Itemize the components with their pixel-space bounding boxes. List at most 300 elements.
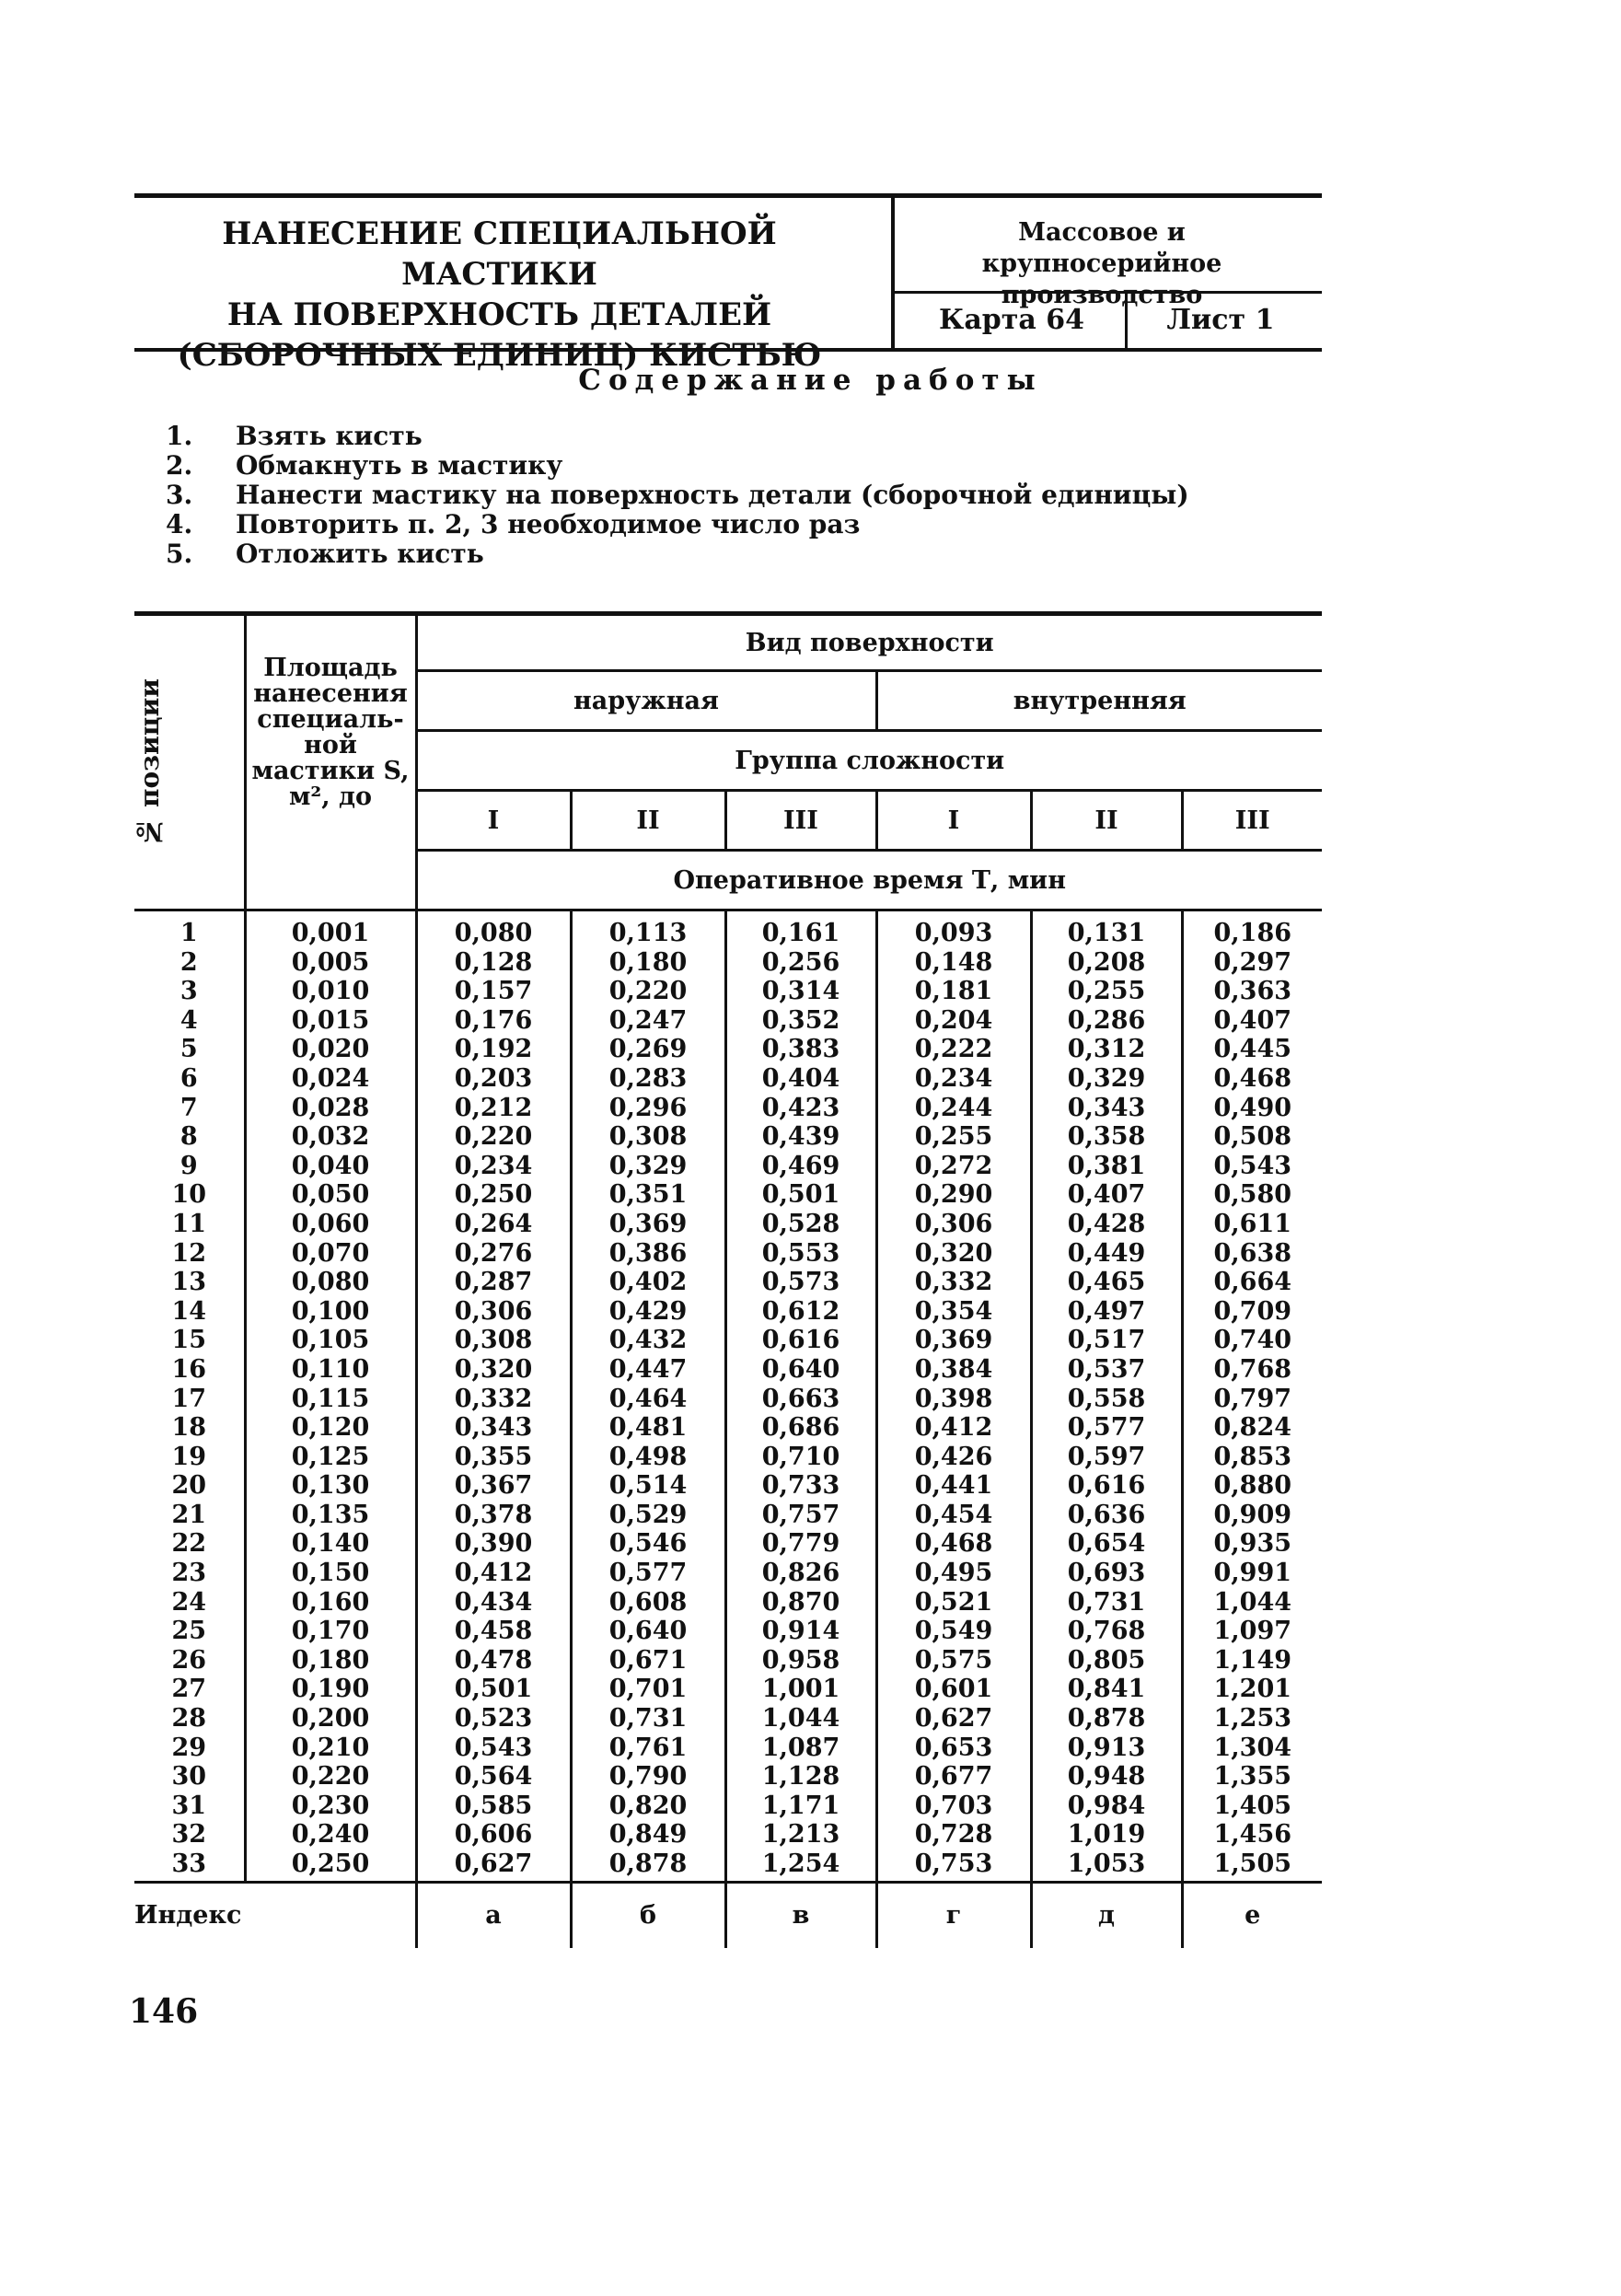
table-cell-value: 0,664 bbox=[1213, 1268, 1292, 1297]
table-cell-value: 0,234 bbox=[454, 1151, 533, 1180]
table-cell-value: 0,501 bbox=[454, 1675, 533, 1704]
table-cell-value: 0,585 bbox=[454, 1791, 533, 1820]
index-cell: а bbox=[416, 1882, 571, 1948]
table-cell-value: 1,171 bbox=[761, 1791, 840, 1820]
table-cell-value: 0,384 bbox=[914, 1354, 993, 1384]
table-cell-value: 0,170 bbox=[291, 1617, 370, 1646]
table-cell-value: 0,412 bbox=[454, 1559, 533, 1588]
table-cell-value: 0,445 bbox=[1213, 1035, 1292, 1064]
table-cell-value: 0,105 bbox=[291, 1326, 370, 1355]
data-body-row bbox=[134, 910, 1322, 1883]
positions-column bbox=[134, 910, 245, 1883]
table-cell-value: 0,015 bbox=[291, 1005, 370, 1035]
table-cell-value: 25 bbox=[171, 1617, 207, 1646]
table-cell-value: 0,367 bbox=[454, 1471, 533, 1501]
table-cell-value: 1,044 bbox=[1213, 1587, 1292, 1617]
table-cell-value: 0,157 bbox=[454, 977, 533, 1006]
table-cell-value: 0,383 bbox=[761, 1035, 840, 1064]
table-cell-value: 0,203 bbox=[454, 1063, 533, 1093]
table-cell-value: 0,432 bbox=[608, 1326, 688, 1355]
table-cell-value: 0,407 bbox=[1067, 1180, 1146, 1210]
step-number: 1. bbox=[166, 421, 193, 451]
table-cell-value: 0,447 bbox=[608, 1354, 688, 1384]
work-step bbox=[166, 481, 1189, 510]
table-cell-value: 20 bbox=[171, 1471, 207, 1501]
table-cell-value: 0,426 bbox=[914, 1442, 993, 1471]
table-cell-value: 1,053 bbox=[1067, 1850, 1146, 1878]
table-cell-value: 0,369 bbox=[914, 1326, 993, 1355]
table-cell-value: 0,329 bbox=[1067, 1063, 1146, 1093]
table-cell-value: 0,290 bbox=[914, 1180, 993, 1210]
table-cell-value: 0,731 bbox=[1067, 1587, 1146, 1617]
index-cell: е bbox=[1182, 1882, 1322, 1948]
step-number: 4. bbox=[166, 509, 193, 539]
table-cell-value: 0,913 bbox=[1067, 1733, 1146, 1762]
table-cell-value: 17 bbox=[171, 1384, 207, 1413]
table-cell-value: 0,849 bbox=[608, 1820, 688, 1850]
table-cell-value: 0,381 bbox=[1067, 1151, 1146, 1180]
table-cell-value: 0,597 bbox=[1067, 1442, 1146, 1471]
table-cell-value: 0,703 bbox=[914, 1791, 993, 1820]
table-cell-value: 0,870 bbox=[761, 1587, 840, 1617]
table-cell-value: 0,028 bbox=[291, 1093, 370, 1122]
table-cell-value: 0,601 bbox=[914, 1675, 993, 1704]
table-cell-value: 0,498 bbox=[608, 1442, 688, 1471]
table-cell-value: 15 bbox=[171, 1326, 207, 1355]
production-line-2: производство bbox=[1001, 281, 1203, 309]
table-cell-value: 1,253 bbox=[1213, 1704, 1292, 1734]
table-cell-value: 0,449 bbox=[1067, 1238, 1146, 1268]
table-cell-value: 0,329 bbox=[608, 1151, 688, 1180]
table-cell-value: 0,180 bbox=[608, 947, 688, 977]
table-cell-value: 0,005 bbox=[291, 947, 370, 977]
table-cell-value: 0,638 bbox=[1213, 1238, 1292, 1268]
table-cell-value: 0,220 bbox=[608, 977, 688, 1006]
table-cell-value: 0,495 bbox=[914, 1559, 993, 1588]
table-cell-value: 0,180 bbox=[291, 1645, 370, 1675]
table-cell-value: 0,250 bbox=[454, 1180, 533, 1210]
table-cell-value: 0,464 bbox=[608, 1384, 688, 1413]
table-cell-value: 9 bbox=[179, 1151, 198, 1180]
table-cell-value: 0,710 bbox=[761, 1442, 840, 1471]
table-cell-value: 0,001 bbox=[291, 919, 370, 947]
position-header-cell bbox=[134, 614, 245, 910]
table-cell-value: 0,508 bbox=[1213, 1122, 1292, 1152]
table-cell-value: 3 bbox=[179, 977, 198, 1006]
table-cell-value: 0,244 bbox=[914, 1093, 993, 1122]
table-cell-value: 1,097 bbox=[1213, 1617, 1292, 1646]
table-cell-value: 0,826 bbox=[761, 1559, 840, 1588]
table-cell-value: 0,358 bbox=[1067, 1122, 1146, 1152]
table-cell-value: 0,546 bbox=[608, 1529, 688, 1559]
table-cell-value: 0,363 bbox=[1213, 977, 1292, 1006]
table-cell-value: 1,213 bbox=[761, 1820, 840, 1850]
table-cell-value: 0,753 bbox=[914, 1850, 993, 1878]
table-cell-value: 0,573 bbox=[761, 1268, 840, 1297]
table-cell-value: 0,240 bbox=[291, 1820, 370, 1850]
table-cell-value: 5 bbox=[179, 1035, 198, 1064]
table-cell-value: 0,768 bbox=[1213, 1354, 1292, 1384]
table-cell-value: 0,469 bbox=[761, 1151, 840, 1180]
table-cell-value: 0,731 bbox=[608, 1704, 688, 1734]
areas-column bbox=[245, 910, 416, 1883]
table-cell-value: 0,398 bbox=[914, 1384, 993, 1413]
table-cell-value: 0,948 bbox=[1067, 1762, 1146, 1792]
table-cell-value: 0,434 bbox=[454, 1587, 533, 1617]
table-cell-value: 0,296 bbox=[608, 1093, 688, 1122]
table-cell-value: 0,113 bbox=[608, 919, 688, 947]
table-cell-value: 0,220 bbox=[291, 1762, 370, 1792]
table-cell-value: 0,429 bbox=[608, 1296, 688, 1326]
area-header: Площадь нанесения специаль-ной мастики S, м², до bbox=[251, 654, 410, 812]
table-cell-value: 27 bbox=[171, 1675, 207, 1704]
table-cell-value: 0,343 bbox=[454, 1413, 533, 1443]
table-cell-value: 0,040 bbox=[291, 1151, 370, 1180]
work-step bbox=[166, 451, 1189, 481]
table-cell-value: 0,616 bbox=[1067, 1471, 1146, 1501]
table-cell-value: 0,287 bbox=[454, 1268, 533, 1297]
table-cell-value: 0,283 bbox=[608, 1063, 688, 1093]
table-cell-value: 1,044 bbox=[761, 1704, 840, 1734]
table-cell-value: 0,128 bbox=[454, 947, 533, 977]
table-cell-value: 0,160 bbox=[291, 1587, 370, 1617]
table-cell-value: 0,709 bbox=[1213, 1296, 1292, 1326]
table-cell-value: 24 bbox=[171, 1587, 207, 1617]
surface-type-header: Вид поверхности bbox=[416, 614, 1322, 671]
table-cell-value: 0,161 bbox=[761, 919, 840, 947]
table-cell-value: 0,115 bbox=[291, 1384, 370, 1413]
table-cell-value: 7 bbox=[179, 1093, 198, 1122]
table-cell-value: 0,663 bbox=[761, 1384, 840, 1413]
table-cell-value: 16 bbox=[171, 1354, 207, 1384]
table-cell-value: 0,148 bbox=[914, 947, 993, 977]
group-header: II bbox=[571, 791, 725, 851]
table-cell-value: 0,654 bbox=[1067, 1529, 1146, 1559]
table-cell-value: 0,020 bbox=[291, 1035, 370, 1064]
table-cell-value: 0,351 bbox=[608, 1180, 688, 1210]
table-cell-value: 0,247 bbox=[608, 1005, 688, 1035]
table-cell-value: 0,728 bbox=[914, 1820, 993, 1850]
table-cell-value: 0,100 bbox=[291, 1296, 370, 1326]
sheet-number: Лист 1 bbox=[1166, 304, 1275, 336]
table-cell-value: 0,269 bbox=[608, 1035, 688, 1064]
title-line-2: НА ПОВЕРХНОСТЬ ДЕТАЛЕЙ bbox=[226, 296, 772, 333]
index-label: Индекс bbox=[134, 1882, 416, 1948]
table-cell-value: 0,256 bbox=[761, 947, 840, 977]
table-cell-value: 1,019 bbox=[1067, 1820, 1146, 1850]
table-cell-value: 1,304 bbox=[1213, 1733, 1292, 1762]
table-cell-value: 0,332 bbox=[914, 1268, 993, 1297]
table-cell-value: 0,543 bbox=[454, 1733, 533, 1762]
table-cell-value: 0,306 bbox=[914, 1209, 993, 1238]
index-cell: г bbox=[876, 1882, 1031, 1948]
table-cell-value: 0,439 bbox=[761, 1122, 840, 1152]
time-column-v bbox=[725, 910, 876, 1883]
table-cell-value: 19 bbox=[171, 1442, 207, 1471]
work-step bbox=[166, 422, 1189, 451]
table-cell-value: 0,824 bbox=[1213, 1413, 1292, 1443]
title-line-1: НАНЕСЕНИЕ СПЕЦИАЛЬНОЙ МАСТИКИ bbox=[222, 215, 777, 293]
table-cell-value: 0,402 bbox=[608, 1268, 688, 1297]
content-title: Содержание работы bbox=[578, 364, 1043, 397]
table-cell-value: 0,543 bbox=[1213, 1151, 1292, 1180]
table-cell-value: 0,208 bbox=[1067, 947, 1146, 977]
table-cell-value: 0,320 bbox=[454, 1354, 533, 1384]
table-cell-value: 0,060 bbox=[291, 1209, 370, 1238]
table-cell-value: 0,490 bbox=[1213, 1093, 1292, 1122]
table-cell-value: 0,640 bbox=[761, 1354, 840, 1384]
table-cell-value: 0,820 bbox=[608, 1791, 688, 1820]
table-cell-value: 0,914 bbox=[761, 1617, 840, 1646]
table-cell-value: 0,478 bbox=[454, 1645, 533, 1675]
table-cell-value: 21 bbox=[171, 1500, 207, 1529]
table-cell-value: 0,878 bbox=[1067, 1704, 1146, 1734]
table-cell-value: 0,671 bbox=[608, 1645, 688, 1675]
table-cell-value: 0,093 bbox=[914, 919, 993, 947]
table-cell-value: 0,352 bbox=[761, 1005, 840, 1035]
table-cell-value: 0,636 bbox=[1067, 1500, 1146, 1529]
table-cell-value: 0,686 bbox=[761, 1413, 840, 1443]
table-cell-value: 0,250 bbox=[291, 1850, 370, 1878]
table-cell-value: 0,521 bbox=[914, 1587, 993, 1617]
table-cell-value: 0,501 bbox=[761, 1180, 840, 1210]
table-cell-value: 0,404 bbox=[761, 1063, 840, 1093]
table-cell-value: 1,254 bbox=[761, 1850, 840, 1878]
table-cell-value: 0,627 bbox=[454, 1850, 533, 1878]
table-cell-value: 0,234 bbox=[914, 1063, 993, 1093]
table-cell-value: 0,653 bbox=[914, 1733, 993, 1762]
position-header: № позиции bbox=[134, 678, 165, 847]
table-cell-value: 0,186 bbox=[1213, 919, 1292, 947]
table-cell-value: 0,441 bbox=[914, 1471, 993, 1501]
table-cell-value: 0,549 bbox=[914, 1617, 993, 1646]
group-header: I bbox=[876, 791, 1031, 851]
table-cell-value: 0,131 bbox=[1067, 919, 1146, 947]
table-cell-value: 0,204 bbox=[914, 1005, 993, 1035]
table-cell-value: 30 bbox=[171, 1762, 207, 1792]
work-step bbox=[166, 539, 1189, 569]
table-cell-value: 0,130 bbox=[291, 1471, 370, 1501]
table-cell-value: 11 bbox=[171, 1209, 207, 1238]
title-line-3: (СБОРОЧНЫХ ЕДИНИЦ) КИСТЬЮ bbox=[177, 337, 822, 374]
table-cell-value: 0,458 bbox=[454, 1617, 533, 1646]
step-text: Взять кисть bbox=[236, 421, 423, 451]
table-cell-value: 0,320 bbox=[914, 1238, 993, 1268]
table-cell-value: 0,497 bbox=[1067, 1296, 1146, 1326]
table-cell-value: 0,230 bbox=[291, 1791, 370, 1820]
card-number: Карта 64 bbox=[939, 304, 1084, 336]
operative-time-table bbox=[134, 611, 1322, 1948]
table-cell-value: 0,841 bbox=[1067, 1675, 1146, 1704]
table-cell-value: 0,407 bbox=[1213, 1005, 1292, 1035]
table-cell-value: 0,135 bbox=[291, 1500, 370, 1529]
step-number: 2. bbox=[166, 450, 193, 481]
table-cell-value: 0,297 bbox=[1213, 947, 1292, 977]
header-row-optime bbox=[134, 851, 1322, 910]
table-cell-value: 0,222 bbox=[914, 1035, 993, 1064]
table-cell-value: 1,456 bbox=[1213, 1820, 1292, 1850]
table-cell-value: 33 bbox=[171, 1850, 207, 1878]
table-cell-value: 0,220 bbox=[454, 1122, 533, 1152]
table-cell-value: 12 bbox=[171, 1238, 207, 1268]
table-cell-value: 0,797 bbox=[1213, 1384, 1292, 1413]
table-cell-value: 0,733 bbox=[761, 1471, 840, 1501]
step-number: 3. bbox=[166, 480, 193, 510]
time-column-e bbox=[1182, 910, 1322, 1883]
table-cell-value: 0,343 bbox=[1067, 1093, 1146, 1122]
table-cell-value: 0,701 bbox=[608, 1675, 688, 1704]
table-cell-value: 0,200 bbox=[291, 1704, 370, 1734]
table-cell-value: 0,991 bbox=[1213, 1559, 1292, 1588]
table-cell-value: 0,378 bbox=[454, 1500, 533, 1529]
group-header: II bbox=[1031, 791, 1182, 851]
outer-surface-header: наружная bbox=[416, 671, 876, 731]
table-cell-value: 29 bbox=[171, 1733, 207, 1762]
table-cell-value: 0,276 bbox=[454, 1238, 533, 1268]
area-header-cell bbox=[245, 614, 416, 851]
table-cell-value: 0,878 bbox=[608, 1850, 688, 1878]
table-cell-value: 32 bbox=[171, 1820, 207, 1850]
table-cell-value: 0,529 bbox=[608, 1500, 688, 1529]
table-cell-value: 22 bbox=[171, 1529, 207, 1559]
table-cell-value: 0,314 bbox=[761, 977, 840, 1006]
table-cell-value: 1,087 bbox=[761, 1733, 840, 1762]
page-number: 146 bbox=[129, 1992, 199, 2031]
table-cell-value: 0,190 bbox=[291, 1675, 370, 1704]
table-cell-value: 0,010 bbox=[291, 977, 370, 1006]
table-cell-value: 0,984 bbox=[1067, 1791, 1146, 1820]
table-cell-value: 0,909 bbox=[1213, 1500, 1292, 1529]
table-cell-value: 0,369 bbox=[608, 1209, 688, 1238]
time-column-d bbox=[1031, 910, 1182, 1883]
table-cell-value: 0,454 bbox=[914, 1500, 993, 1529]
table-cell-value: 0,264 bbox=[454, 1209, 533, 1238]
table-cell-value: 0,958 bbox=[761, 1645, 840, 1675]
table-cell-value: 14 bbox=[171, 1296, 207, 1326]
table-cell-value: 0,693 bbox=[1067, 1559, 1146, 1588]
table-cell-value: 0,761 bbox=[608, 1733, 688, 1762]
table-cell-value: 0,779 bbox=[761, 1529, 840, 1559]
table-cell-value: 0,580 bbox=[1213, 1180, 1292, 1210]
table-cell-value: 0,286 bbox=[1067, 1005, 1146, 1035]
table-cell-value: 0,332 bbox=[454, 1384, 533, 1413]
table-cell-value: 0,386 bbox=[608, 1238, 688, 1268]
table-cell-value: 2 bbox=[179, 947, 198, 977]
table-cell-value: 0,355 bbox=[454, 1442, 533, 1471]
table-cell-value: 1,505 bbox=[1213, 1850, 1292, 1878]
group-header: III bbox=[1182, 791, 1322, 851]
table-cell-value: 1,128 bbox=[761, 1762, 840, 1792]
header-top-rule bbox=[134, 193, 1322, 198]
table-cell-value: 0,514 bbox=[608, 1471, 688, 1501]
table-cell-value: 0,080 bbox=[291, 1268, 370, 1297]
table-cell-value: 1,355 bbox=[1213, 1762, 1292, 1792]
table-cell-value: 6 bbox=[179, 1063, 198, 1093]
table-cell-value: 0,517 bbox=[1067, 1326, 1146, 1355]
table-cell-value: 0,935 bbox=[1213, 1529, 1292, 1559]
table-cell-value: 0,640 bbox=[608, 1617, 688, 1646]
step-text: Отложить кисть bbox=[236, 539, 484, 569]
table-cell-value: 13 bbox=[171, 1268, 207, 1297]
table-cell-value: 0,523 bbox=[454, 1704, 533, 1734]
table-cell-value: 0,110 bbox=[291, 1354, 370, 1384]
group-header: I bbox=[416, 791, 571, 851]
table-cell-value: 0,465 bbox=[1067, 1268, 1146, 1297]
table-cell-value: 0,308 bbox=[608, 1122, 688, 1152]
table-cell-value: 28 bbox=[171, 1704, 207, 1734]
table-cell-value: 0,272 bbox=[914, 1151, 993, 1180]
index-cell: в bbox=[725, 1882, 876, 1948]
table-cell-value: 0,210 bbox=[291, 1733, 370, 1762]
table-cell-value: 0,255 bbox=[914, 1122, 993, 1152]
index-cell: д bbox=[1031, 1882, 1182, 1948]
work-steps-list bbox=[166, 422, 1189, 569]
table-cell-value: 0,255 bbox=[1067, 977, 1146, 1006]
table-cell-value: 0,768 bbox=[1067, 1617, 1146, 1646]
table-cell-value: 0,390 bbox=[454, 1529, 533, 1559]
table-cell-value: 1,201 bbox=[1213, 1675, 1292, 1704]
table-cell-value: 0,468 bbox=[1213, 1063, 1292, 1093]
area-header-spacer bbox=[245, 851, 416, 910]
table-cell-value: 0,212 bbox=[454, 1093, 533, 1122]
production-line-1: Массовое и крупносерийное bbox=[981, 218, 1222, 278]
table-cell-value: 0,805 bbox=[1067, 1645, 1146, 1675]
table-cell-value: 0,050 bbox=[291, 1180, 370, 1210]
table-cell-value: 0,853 bbox=[1213, 1442, 1292, 1471]
index-row bbox=[134, 1882, 1322, 1948]
step-text: Повторить п. 2, 3 необходимое число раз bbox=[236, 509, 861, 539]
header-row-surface bbox=[134, 614, 1322, 671]
table-cell-value: 0,468 bbox=[914, 1529, 993, 1559]
table-cell-value: 0,412 bbox=[914, 1413, 993, 1443]
table-cell-value: 0,423 bbox=[761, 1093, 840, 1122]
table-cell-value: 1,405 bbox=[1213, 1791, 1292, 1820]
table-cell-value: 0,176 bbox=[454, 1005, 533, 1035]
table-cell-value: 31 bbox=[171, 1791, 207, 1820]
table-cell-value: 0,428 bbox=[1067, 1209, 1146, 1238]
table-cell-value: 0,608 bbox=[608, 1587, 688, 1617]
table-cell-value: 4 bbox=[179, 1005, 198, 1035]
table-cell-value: 0,192 bbox=[454, 1035, 533, 1064]
document-title bbox=[175, 214, 824, 376]
table-cell-value: 10 bbox=[171, 1180, 207, 1210]
table-cell-value: 0,575 bbox=[914, 1645, 993, 1675]
time-column-g bbox=[876, 910, 1031, 1883]
table-cell-value: 0,537 bbox=[1067, 1354, 1146, 1384]
table-cell-value: 0,024 bbox=[291, 1063, 370, 1093]
table-cell-value: 0,080 bbox=[454, 919, 533, 947]
table-cell-value: 1,149 bbox=[1213, 1645, 1292, 1675]
table-cell-value: 0,564 bbox=[454, 1762, 533, 1792]
table-cell-value: 0,757 bbox=[761, 1500, 840, 1529]
production-type bbox=[895, 217, 1309, 311]
table-cell-value: 0,577 bbox=[1067, 1413, 1146, 1443]
table-cell-value: 0,070 bbox=[291, 1238, 370, 1268]
inner-surface-header: внутренняя bbox=[876, 671, 1322, 731]
step-text: Нанести мастику на поверхность детали (сборочной единицы) bbox=[236, 480, 1189, 510]
table-cell-value: 0,125 bbox=[291, 1442, 370, 1471]
table-cell-value: 0,627 bbox=[914, 1704, 993, 1734]
table-cell-value: 0,740 bbox=[1213, 1326, 1292, 1355]
table-cell-value: 0,577 bbox=[608, 1559, 688, 1588]
table-cell-value: 0,790 bbox=[608, 1762, 688, 1792]
table-cell-value: 0,181 bbox=[914, 977, 993, 1006]
table-cell-value: 23 bbox=[171, 1559, 207, 1588]
step-text: Обмакнуть в мастику bbox=[236, 450, 563, 481]
table-cell-value: 0,880 bbox=[1213, 1471, 1292, 1501]
time-column-b bbox=[571, 910, 725, 1883]
step-number: 5. bbox=[166, 539, 193, 569]
